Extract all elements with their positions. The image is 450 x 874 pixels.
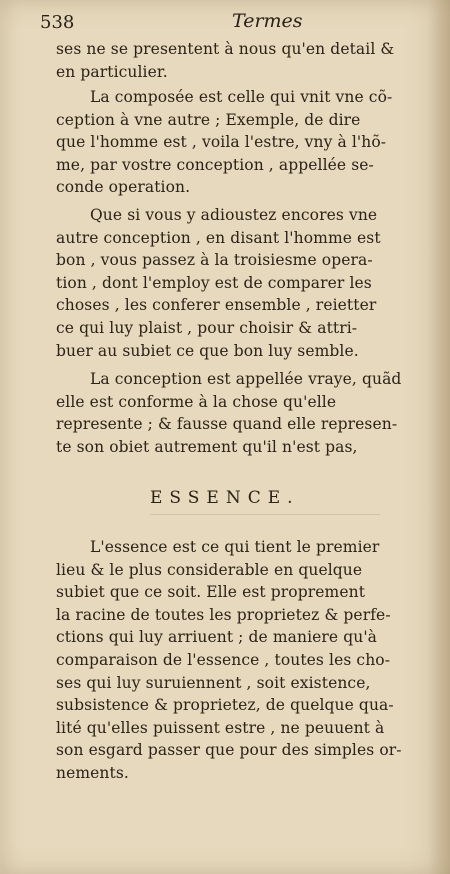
paragraph-continuation [56,38,436,83]
page-header [0,8,450,34]
text-line: conde operation. [56,178,191,197]
text-line: L'essence est ce qui tient le premier [90,538,380,556]
text-line: ce qui luy plaist , pour choisir & attri- [56,318,358,337]
text-line: La conception est appellée vraye, quãd [90,370,402,388]
text-line: ctions qui luy arriuent ; de maniere qu'à [56,628,378,647]
text-line: buer au subiet ce que bon luy semble. [56,341,359,360]
heading-divider [150,514,380,515]
page-number: 538 [40,12,75,33]
text-line: comparaison de l'essence , toutes les cho- [56,650,391,669]
text-line: elle est conforme à la chose qu'elle [56,392,337,411]
text-line: me, par vostre conception , appellée se- [56,155,374,174]
text-line: lieu & le plus considerable en quelque [56,560,363,579]
text-line: son esgard passer que pour des simples or- [56,741,402,760]
text-line: que l'homme est , voila l'estre, vny à l'hõ- [56,133,387,152]
text-line: en particulier. [56,62,168,81]
paragraph-conception-vraye [56,368,436,458]
text-line: lité qu'elles puissent estre , ne peuuent à [56,718,385,737]
paragraph-composee [56,86,436,199]
text-line: la racine de toutes les proprietez & perfe- [56,605,391,624]
text-line: represente ; & fausse quand elle represen- [56,415,398,434]
text-line: La composée est celle qui vnit vne cõ- [90,88,393,106]
text-line: Que si vous y adioustez encores vne [90,206,378,224]
text-line: nements. [56,763,129,782]
text-line: subiet que ce soit. Elle est proprement [56,583,366,602]
text-line: choses , les conferer ensemble , reietter [56,296,377,315]
text-line: tion , dont l'employ est de comparer les [56,273,372,292]
running-title: Termes [232,10,303,32]
section-heading-essence: ESSENCE. [150,488,300,508]
text-line: subsistence & proprietez, de quelque qua- [56,696,394,715]
text-line: te son obiet autrement qu'il n'est pas, [56,437,358,456]
text-line: ception à vne autre ; Exemple, de dire [56,110,361,129]
text-line: bon , vous passez à la troisiesme opera- [56,251,373,270]
text-line: autre conception , en disant l'homme est [56,228,381,247]
paragraph-troisiesme-operation [56,204,436,362]
text-line: ses qui luy suruiennent , soit existence, [56,673,371,692]
paragraph-essence [56,536,436,785]
text-line: ses ne se presentent à nous qu'en detail & [56,40,395,58]
